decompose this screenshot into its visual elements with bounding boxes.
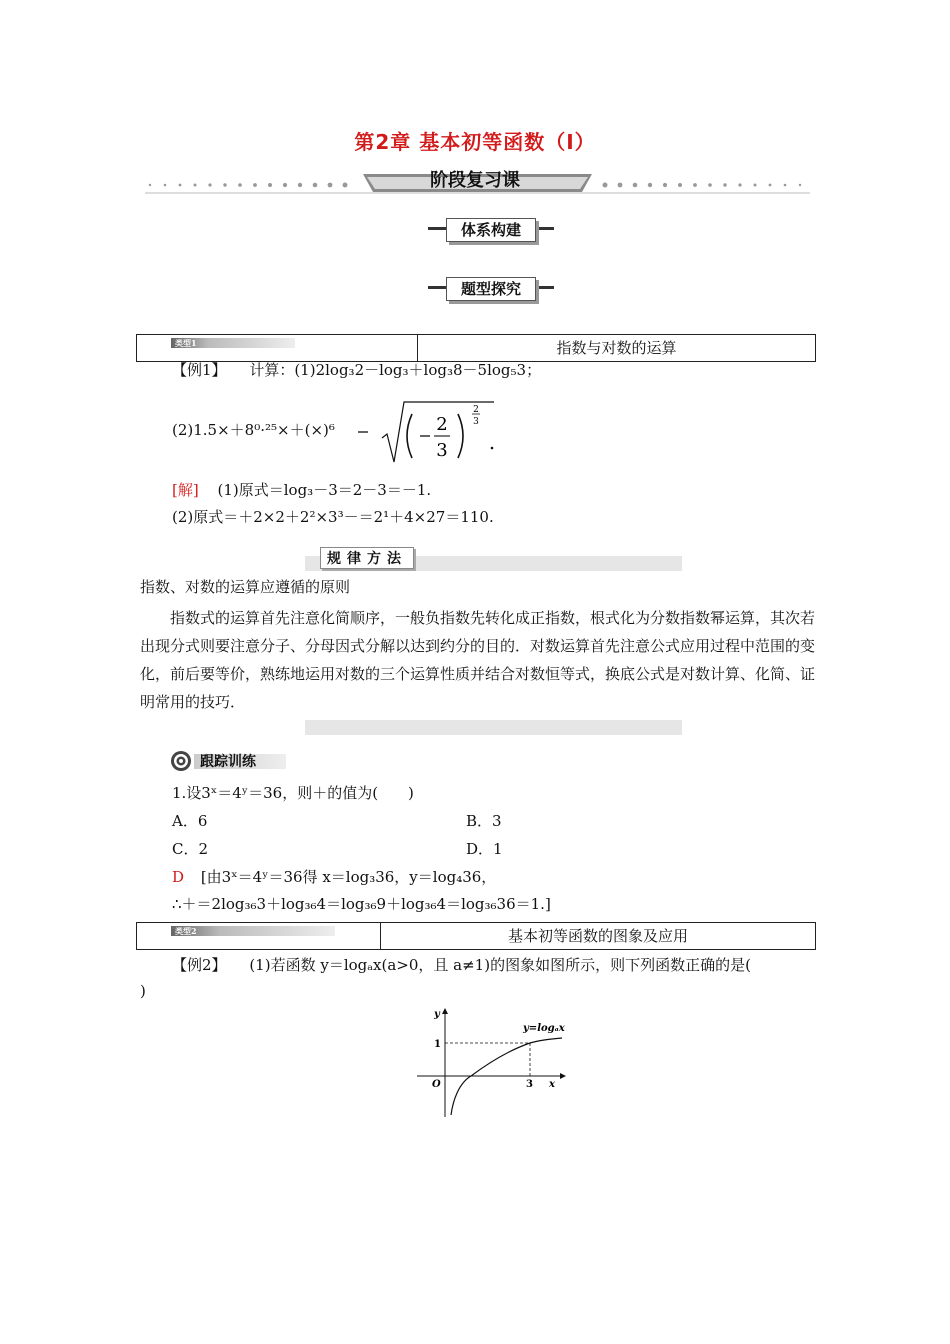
section-head-system	[428, 218, 554, 240]
example-question: (1)若函数 y＝logₐx(a>0，且 a≠1)的图象如图所示，则下列函数正确的是(	[249, 956, 751, 974]
example-label: 【例1】	[172, 361, 227, 379]
solution-text: (1)原式＝log₃－3＝2－3＝－1.	[217, 481, 432, 499]
type-tag: 类型2	[171, 926, 335, 936]
method-label-box	[320, 547, 414, 569]
chapter-title: 第2章 基本初等函数（Ⅰ）	[354, 130, 596, 154]
method-bottom-bar	[305, 720, 682, 735]
example2-line1	[172, 954, 751, 976]
type1-header-table	[136, 334, 816, 362]
practice-question: 1.设3ˣ＝4ʸ＝36，则＋的值为( )	[172, 784, 414, 802]
solution-line2: (2)原式＝＋2×2＋2²×3³－＝2¹＋4×27＝110.	[172, 508, 494, 526]
section-label: 题型探究	[446, 277, 536, 301]
x-tick-label: 3	[526, 1079, 533, 1090]
type-title: 指数与对数的运算	[556, 339, 677, 357]
fraction-numerator: 2	[436, 414, 448, 435]
fraction-denominator: 3	[436, 440, 448, 461]
y-axis-label: y	[434, 1009, 440, 1020]
type-tag: 类型1	[171, 338, 295, 348]
example2-line2: )	[140, 982, 146, 1000]
method-body: 指数式的运算首先注意化简顺序，一般负指数先转化成正指数，根式化为分数指数幂运算，其次若出现分式则要注意分子、分母因式分解以达到约分的目的．对数运算首先注意公式应用过程中范围的变化，前后要等价，熟练地运用对数的三个运算性质并结合对数恒等式，换底公式是对数计算、化简、证明常用的技巧．	[140, 609, 816, 711]
answer-letter: D	[172, 868, 185, 886]
type2-header-table	[136, 922, 816, 950]
exponent-denominator: 3	[473, 417, 479, 427]
example-question: 计算：(1)2log₃2－log₃＋log₃8－5log₅3；	[249, 361, 542, 379]
practice-answer-line1	[172, 866, 496, 888]
practice-label-box	[170, 750, 288, 772]
example-label: 【例2】	[172, 956, 227, 974]
method-heading: 指数、对数的运算应遵循的原则	[140, 578, 351, 596]
banner-label: 阶段复习课	[430, 170, 520, 191]
practice-answer-line2: ∴＋＝2log₃₆3＋log₃₆4＝log₃₆9＋log₃₆4＝log₃₆36＝1.]	[172, 895, 551, 913]
method-label: 规律方法	[327, 551, 407, 567]
answer-text: [由3ˣ＝4ʸ＝36得 x＝log₃36，y＝log₄36，	[200, 868, 497, 886]
option-a: A．6	[172, 812, 208, 830]
example1-line1	[172, 359, 541, 381]
example1-line2: (2)1.5×＋8⁰·²⁵×＋(×)⁶	[172, 421, 335, 439]
solution-line1	[172, 479, 431, 501]
solution-tag: [解]	[172, 481, 199, 499]
option-b: B．3	[466, 812, 502, 830]
radical-expression	[354, 398, 504, 468]
origin-label: O	[432, 1079, 441, 1090]
exponent-numerator: 2	[473, 405, 479, 415]
section-label: 体系构建	[446, 218, 536, 242]
target-icon	[170, 750, 194, 772]
option-c: C．2	[172, 840, 209, 858]
section-head-types	[428, 277, 554, 299]
curve-label: y=logₐx	[523, 1023, 565, 1034]
option-d: D．1	[466, 840, 503, 858]
x-axis-label: x	[549, 1079, 555, 1090]
log-function-graph	[415, 1005, 575, 1120]
y-tick-label: 1	[434, 1039, 441, 1050]
practice-label: 跟踪训练	[200, 754, 256, 770]
type-title: 基本初等函数的图象及应用	[507, 927, 688, 945]
